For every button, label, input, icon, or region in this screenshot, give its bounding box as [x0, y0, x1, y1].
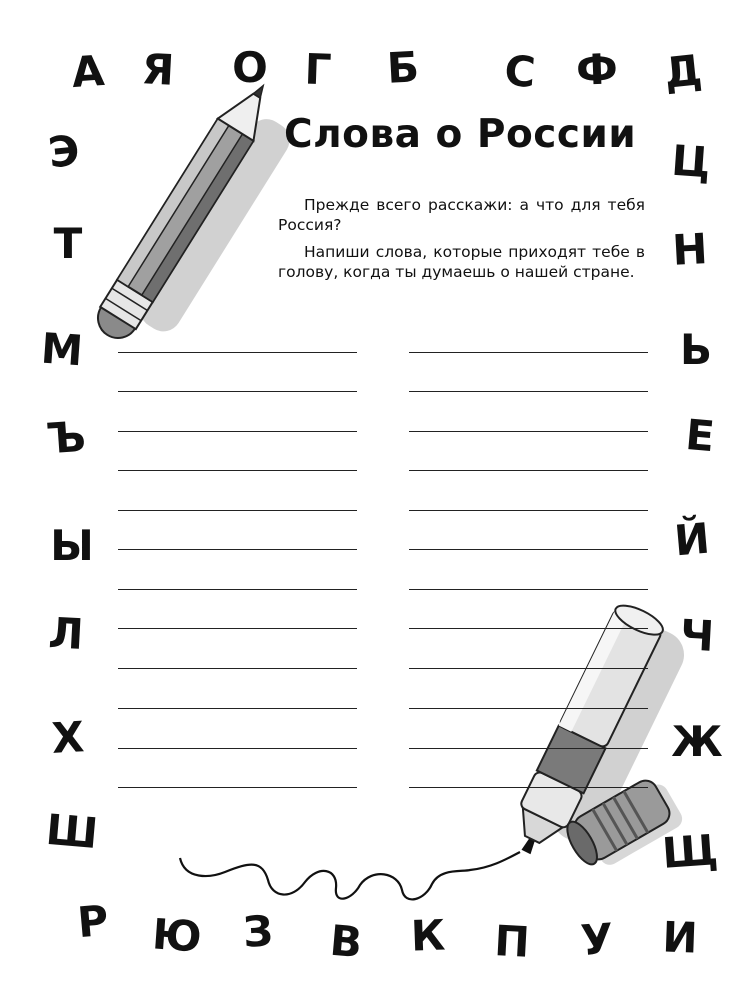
border-letter: Й	[672, 513, 712, 566]
instruction-paragraph: Напиши слова, которые приходят тебе в голову, когда ты думаешь о нашей стране.	[278, 243, 645, 281]
instruction-paragraph: Прежде всего расскажи: а что для тебя Россия?	[278, 196, 645, 234]
border-letter: Н	[671, 224, 709, 275]
writing-line[interactable]	[118, 470, 357, 471]
writing-line[interactable]	[409, 668, 648, 669]
writing-line[interactable]	[118, 668, 357, 669]
writing-line[interactable]	[409, 549, 648, 550]
writing-line[interactable]	[409, 787, 648, 788]
writing-line[interactable]	[118, 748, 357, 749]
border-letter: Т	[53, 219, 83, 268]
border-letter: В	[327, 915, 365, 968]
writing-line[interactable]	[409, 708, 648, 709]
writing-line[interactable]	[409, 431, 648, 432]
border-letter: И	[661, 912, 699, 963]
writing-line[interactable]	[409, 470, 648, 471]
border-letter: Ъ	[44, 411, 88, 464]
border-letter: Е	[683, 409, 717, 462]
border-letter: Ф	[575, 44, 619, 95]
writing-line[interactable]	[409, 589, 648, 590]
border-letter: К	[409, 910, 446, 961]
border-letter: Ш	[44, 804, 101, 859]
border-letter: А	[70, 45, 106, 98]
border-letter: Ь	[679, 325, 713, 374]
writing-line[interactable]	[409, 352, 648, 353]
squiggle-line	[180, 852, 520, 899]
border-letter: З	[241, 906, 275, 957]
border-letter: О	[232, 43, 268, 92]
writing-line[interactable]	[118, 628, 357, 629]
border-letter: Р	[75, 895, 111, 948]
writing-line[interactable]	[118, 352, 357, 353]
border-letter: Г	[303, 44, 333, 95]
writing-line[interactable]	[118, 549, 357, 550]
border-letter: П	[493, 916, 531, 967]
writing-line[interactable]	[409, 748, 648, 749]
border-letter: Б	[385, 42, 421, 93]
border-letter: Ы	[50, 521, 94, 570]
writing-line[interactable]	[118, 510, 357, 511]
writing-line[interactable]	[409, 510, 648, 511]
border-letter: С	[502, 45, 538, 98]
writing-line[interactable]	[409, 391, 648, 392]
writing-line[interactable]	[118, 391, 357, 392]
border-letter: Я	[140, 44, 176, 95]
border-letter: М	[39, 323, 85, 376]
border-letter: Ц	[669, 135, 713, 188]
writing-line[interactable]	[118, 708, 357, 709]
border-letter: Щ	[660, 825, 720, 878]
border-letter: У	[579, 913, 615, 966]
page-title: Слова о России	[284, 112, 637, 157]
border-letter: Ч	[678, 610, 716, 661]
border-letter: Ж	[671, 717, 723, 766]
writing-line[interactable]	[118, 589, 357, 590]
pencil-icon	[90, 75, 309, 364]
writing-line[interactable]	[118, 431, 357, 432]
border-letter: Э	[46, 125, 82, 178]
border-letter: Д	[661, 45, 705, 98]
writing-line[interactable]	[118, 787, 357, 788]
writing-line[interactable]	[409, 628, 648, 629]
border-letter: Х	[50, 712, 86, 763]
border-letter: Л	[47, 608, 85, 659]
border-letter: Ю	[150, 909, 204, 962]
